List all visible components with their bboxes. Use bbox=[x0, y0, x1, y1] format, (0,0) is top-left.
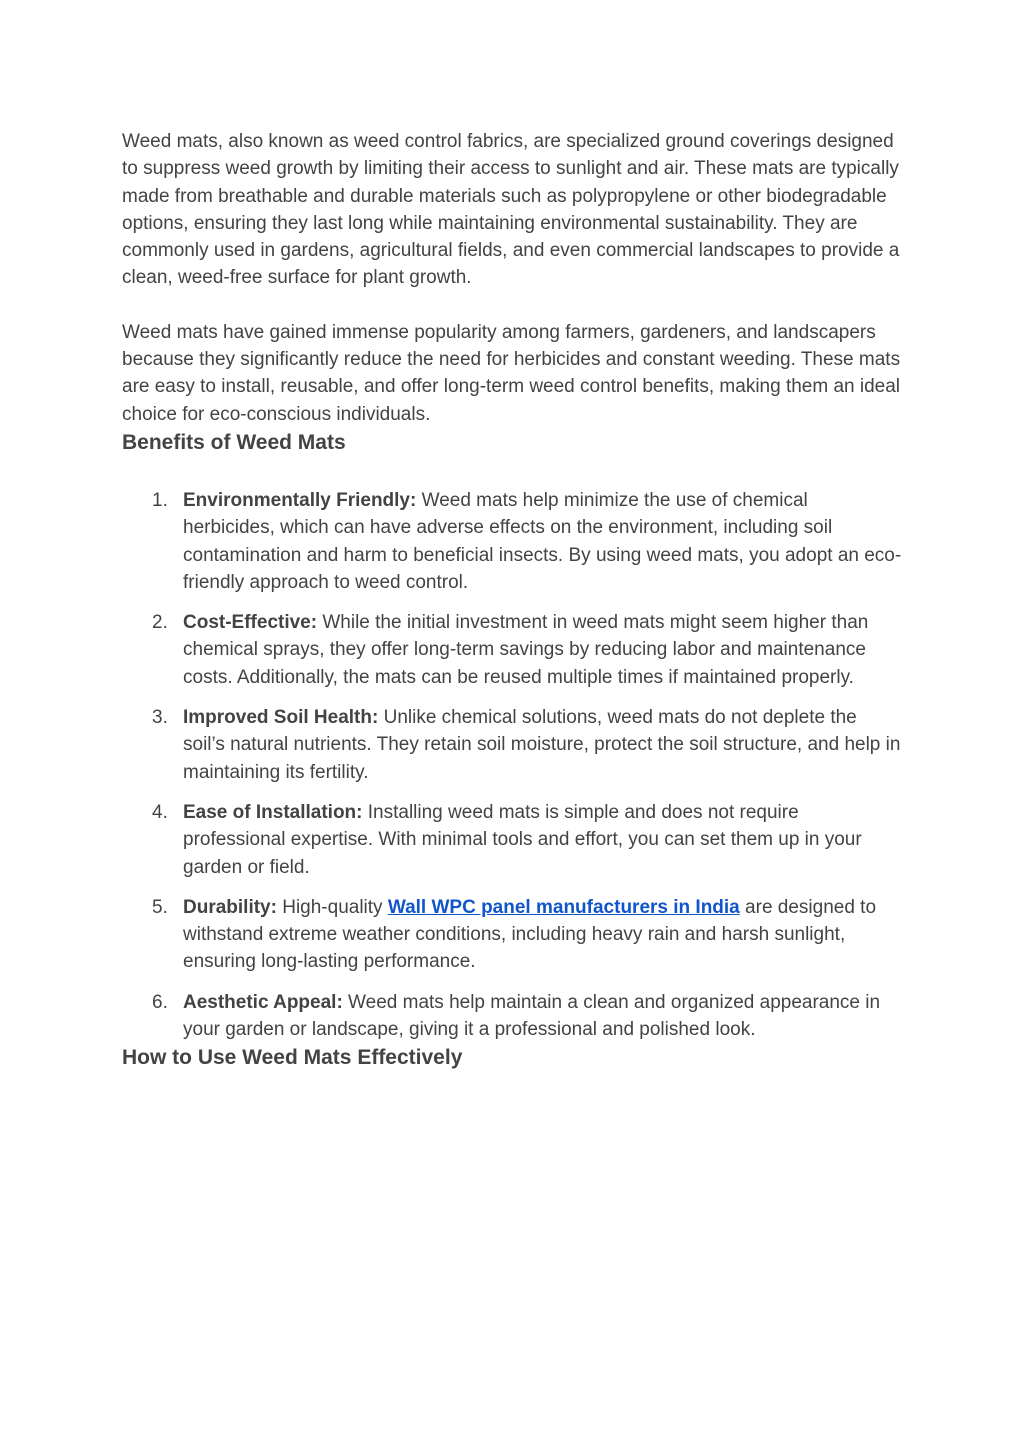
list-item-term: Improved Soil Health: bbox=[183, 707, 379, 729]
list-item bbox=[122, 799, 902, 881]
list-item-text: Unlike chemical solutions, weed mats do not deplete the soil’s natural nutrients. They retain soil moisture, protect the soil structure, and help in maintaining its fertility. bbox=[183, 707, 901, 783]
benefits-list bbox=[122, 487, 902, 1043]
list-item bbox=[122, 894, 902, 976]
list-item-term: Durability: bbox=[183, 896, 277, 918]
list-item-term: Aesthetic Appeal: bbox=[183, 991, 343, 1013]
document-page bbox=[122, 128, 902, 1073]
list-item bbox=[122, 704, 902, 786]
benefits-heading: Benefits of Weed Mats bbox=[122, 430, 346, 454]
list-item-number: 6. bbox=[152, 991, 168, 1013]
list-item-number: 2. bbox=[152, 612, 168, 634]
list-item-number: 5. bbox=[152, 896, 168, 918]
list-item-term: Environmentally Friendly: bbox=[183, 489, 417, 511]
list-item bbox=[122, 989, 902, 1044]
wpc-panel-manufacturers-link[interactable]: Wall WPC panel manufacturers in India bbox=[387, 896, 740, 918]
list-item-term: Ease of Installation: bbox=[183, 801, 363, 823]
list-item-text: Weed mats help minimize the use of chemical herbicides, which can have adverse effects on the environment, including soil contamination and harm to beneficial insects. By using weed mats, you adopt an eco-friendly approach to weed control. bbox=[183, 489, 902, 593]
list-item-text: While the initial investment in weed mats might seem higher than chemical sprays, they offer long-term savings by reducing labor and maintenance costs. Additionally, the mats can be reused multiple times if maintained properly. bbox=[183, 612, 869, 688]
list-item-number: 1. bbox=[152, 489, 168, 511]
list-item bbox=[122, 487, 902, 596]
list-item-text: Installing weed mats is simple and does not require professional expertise. With minimal tools and effort, you can set them up in your garden or field. bbox=[183, 801, 862, 878]
list-item-text: Weed mats help maintain a clean and organized appearance in your garden or landscape, giving it a professional and polished look. bbox=[183, 991, 881, 1041]
intro-paragraph-2: Weed mats have gained immense popularity among farmers, gardeners, and landscapers because they significantly reduce the need for herbicides and constant weeding. These mats are easy to install, reusable, and offer long-term weed control benefits, making them an ideal choice for eco-conscious individuals. bbox=[122, 321, 901, 425]
intro-paragraph-1: Weed mats, also known as weed control fabrics, are specialized ground coverings designed to suppress weed growth by limiting their access to sunlight and air. These mats are typically made from breathable and durable materials such as polypropylene or other biodegradable options, ensuring they last long while maintaining environmental sustainability. They are commonly used in gardens, agricultural fields, and even commercial landscapes to provide a clean, weed-free surface for plant growth. bbox=[122, 131, 900, 289]
list-item bbox=[122, 609, 902, 691]
list-item-text-before-link: High-quality bbox=[276, 896, 388, 918]
how-to-heading: How to Use Weed Mats Effectively bbox=[122, 1046, 463, 1070]
list-item-text-after-link: are designed to withstand extreme weather conditions, including heavy rain and harsh sunlight, ensuring long-lasting performance. bbox=[183, 896, 877, 973]
list-item-number: 3. bbox=[152, 707, 168, 729]
list-item-number: 4. bbox=[152, 801, 168, 823]
list-item-term: Cost-Effective: bbox=[183, 612, 318, 634]
